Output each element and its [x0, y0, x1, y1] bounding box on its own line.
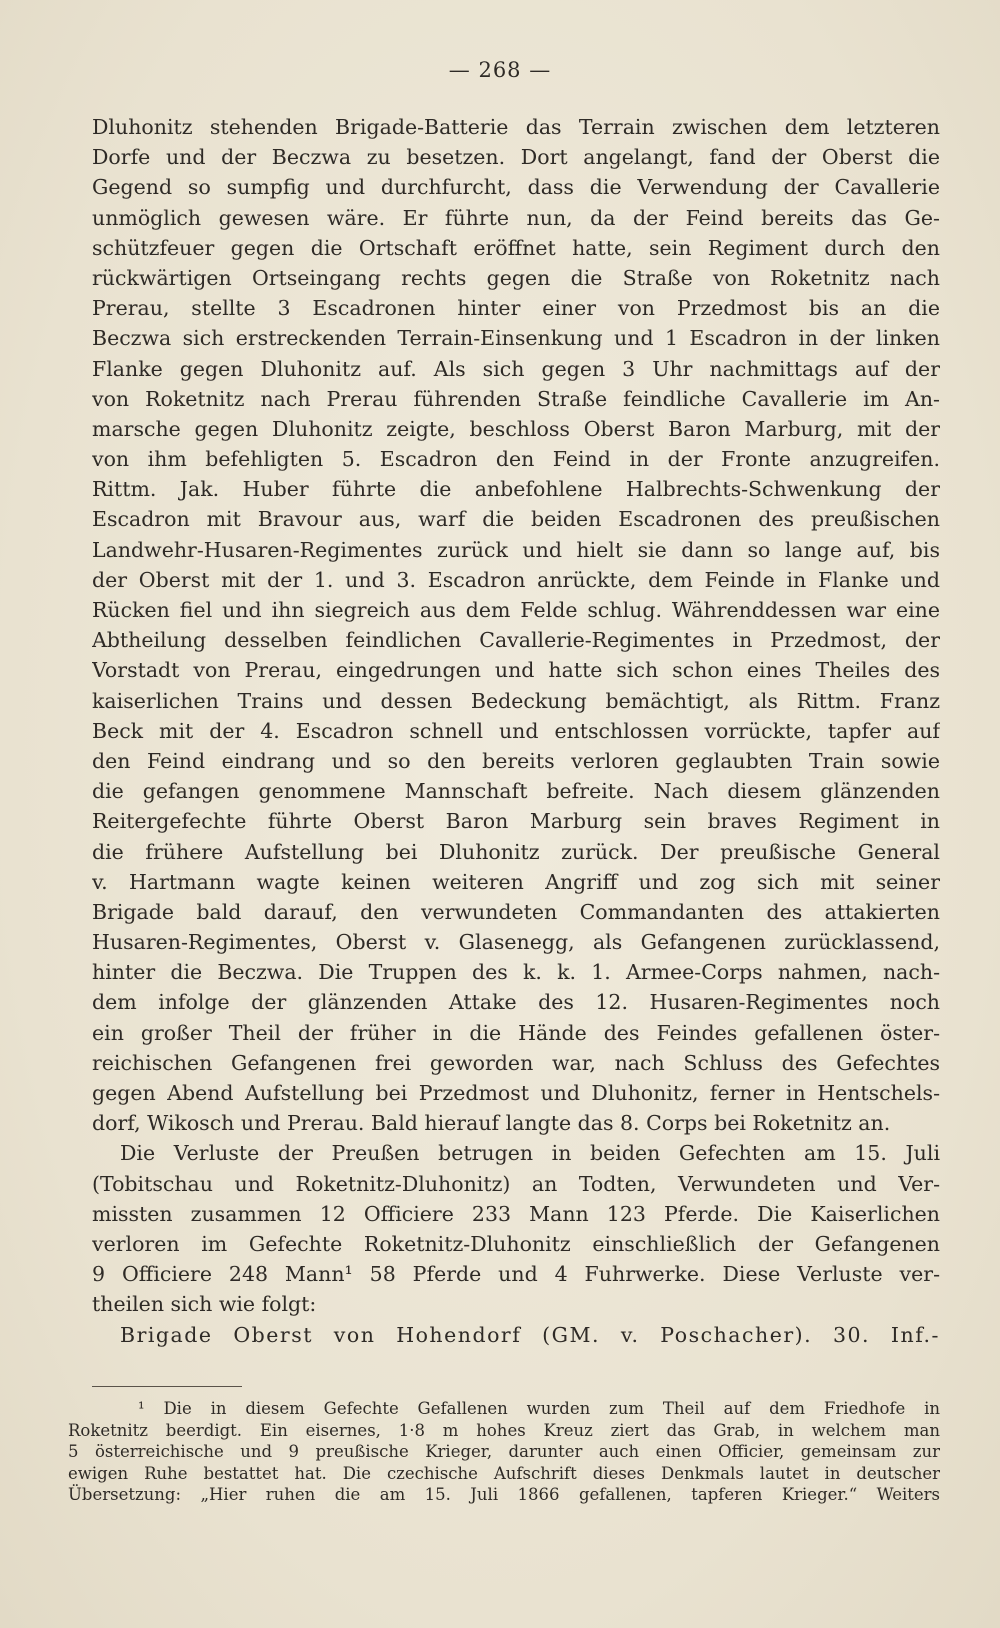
- text-line: der Oberst mit der 1. und 3. Escadron anrückte, dem Feinde in Flanke und: [92, 567, 940, 592]
- text-line: unmöglich gewesen wäre. Er führte nun, da der Feind bereits das Ge-: [92, 205, 940, 230]
- text-line: von Roketnitz nach Prerau führenden Straße feindliche Cavallerie im An-: [92, 386, 940, 411]
- footnote-line: Übersetzung: „Hier ruhen die am 15. Juli 1866 gefallenen, tapferen Krieger.“ Weiters: [68, 1485, 940, 1504]
- text-line: marsche gegen Dluhonitz zeigte, beschloss Oberst Baron Marburg, mit der: [92, 416, 940, 441]
- footnote-line: 5 österreichische und 9 preußische Krieger, darunter auch einen Officier, gemeinsam zur: [68, 1442, 940, 1461]
- text-line: (Tobitschau und Roketnitz-Dluhonitz) an Todten, Verwundeten und Ver-: [92, 1171, 940, 1196]
- text-line: gegen Abend Aufstellung bei Przedmost und Dluhonitz, ferner in Hentschels-: [92, 1081, 940, 1105]
- text-line: die gefangen genommene Mannschaft befreite. Nach diesem glänzenden: [92, 779, 940, 804]
- text-line: Husaren-Regimentes, Oberst v. Glasenegg, als Gefangenen zurücklassend,: [92, 930, 940, 955]
- text-line: kaiserlichen Trains und dessen Bedeckung bemächtigt, als Rittm. Franz: [92, 688, 940, 713]
- text-line: Rücken fiel und ihn siegreich aus dem Felde schlug. Währenddessen war eine: [92, 598, 940, 622]
- footnote-divider: [92, 1386, 242, 1387]
- text-line: von ihm befehligten 5. Escadron den Feind in der Fronte anzugreifen.: [92, 447, 940, 472]
- text-line: schützfeuer gegen die Ortschaft eröffnet hatte, sein Regiment durch den: [92, 235, 940, 260]
- text-line: reichischen Gefangenen frei geworden war, nach Schluss des Gefechtes: [92, 1050, 940, 1075]
- text-line: Landwehr-Husaren-Regimentes zurück und hielt sie dann so lange auf, bis: [92, 537, 940, 562]
- text-line: Dorfe und der Beczwa zu besetzen. Dort angelangt, fand der Oberst die: [92, 145, 940, 170]
- footnote-line: ewigen Ruhe bestattet hat. Die czechische Aufschrift dieses Denkmals lautet in deutscher: [68, 1463, 940, 1483]
- text-line: Rittm. Jak. Huber führte die anbefohlene Halbrechts-Schwenkung der: [92, 477, 940, 502]
- page-number: — 268 —: [448, 58, 552, 82]
- text-line: Beczwa sich erstreckenden Terrain-Einsenkung und 1 Escadron in der linken: [92, 326, 940, 351]
- text-line: Flanke gegen Dluhonitz auf. Als sich gegen 3 Uhr nachmittags auf der: [92, 356, 940, 381]
- text-line: die frühere Aufstellung bei Dluhonitz zurück. Der preußische General: [92, 839, 940, 864]
- text-line: Prerau, stellte 3 Escadronen hinter einer von Przedmost bis an die: [92, 296, 940, 321]
- footnote-line: Roketnitz beerdigt. Ein eisernes, 1·8 m hohes Kreuz ziert das Grab, in welchem man: [68, 1420, 940, 1440]
- section-heading-line: Brigade Oberst von Hohendorf (GM. v. Poschacher). 30. Inf.-: [120, 1322, 940, 1347]
- text-line: rückwärtigen Ortseingang rechts gegen die Straße von Roketnitz nach: [92, 265, 940, 290]
- text-line: v. Hartmann wagte keinen weiteren Angriff und zog sich mit seiner: [92, 869, 940, 894]
- text-line: Beck mit der 4. Escadron schnell und entschlossen vorrückte, tapfer auf: [92, 718, 940, 743]
- text-line: verloren im Gefechte Roketnitz-Dluhonitz einschließlich der Gefangenen: [92, 1231, 940, 1256]
- text-line: Escadron mit Bravour aus, warf die beiden Escadronen des preußischen: [92, 507, 940, 532]
- text-line: Reitergefechte führte Oberst Baron Marburg sein braves Regiment in: [92, 809, 940, 834]
- text-line: dem infolge der glänzenden Attake des 12. Husaren-Regimentes noch: [92, 990, 940, 1015]
- text-line: Gegend so sumpfig und durchfurcht, dass die Verwendung der Cavallerie: [92, 175, 940, 200]
- text-line: Dluhonitz stehenden Brigade-Batterie das Terrain zwischen dem letzteren: [92, 115, 940, 139]
- text-line: 9 Officiere 248 Mann¹ 58 Pferde und 4 Fuhrwerke. Diese Verluste ver-: [92, 1262, 940, 1287]
- text-line: Brigade bald darauf, den verwundeten Commandanten des attakierten: [92, 899, 940, 924]
- text-line: missten zusammen 12 Officiere 233 Mann 123 Pferde. Die Kaiserlichen: [92, 1201, 940, 1226]
- text-line: den Feind eindrang und so den bereits verloren geglaubten Train sowie: [92, 748, 940, 773]
- body-text: [92, 112, 940, 1350]
- footnote-line: ¹ Die in diesem Gefechte Gefallenen wurden zum Theil auf dem Friedhofe in: [138, 1399, 940, 1418]
- text-line: Die Verluste der Preußen betrugen in beiden Gefechten am 15. Juli: [120, 1141, 940, 1166]
- text-line: hinter die Beczwa. Die Truppen des k. k. 1. Armee-Corps nahmen, nach-: [92, 960, 940, 985]
- footnote: [68, 1398, 940, 1506]
- text-line: dorf, Wikosch und Prerau. Bald hierauf langte das 8. Corps bei Roketnitz an.: [92, 1111, 891, 1136]
- text-line: Abtheilung desselben feindlichen Cavallerie-Regimentes in Przedmost, der: [92, 628, 940, 653]
- text-line: theilen sich wie folgt:: [92, 1292, 317, 1317]
- text-line: ein großer Theil der früher in die Hände des Feindes gefallenen öster-: [92, 1020, 940, 1045]
- text-line: Vorstadt von Prerau, eingedrungen und hatte sich schon eines Theiles des: [92, 658, 940, 683]
